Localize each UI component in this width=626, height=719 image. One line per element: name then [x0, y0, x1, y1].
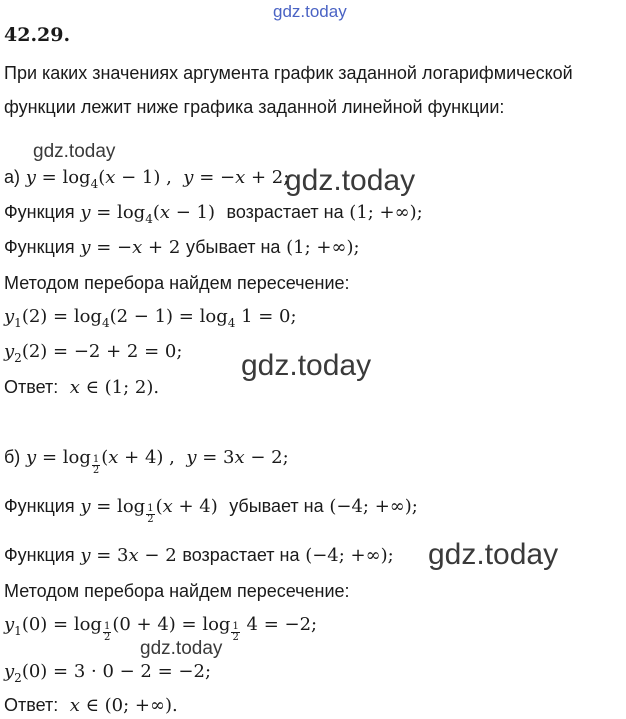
watermark: gdz.today — [241, 349, 372, 382]
part-a-answer: Ответ: x ∈ (1; 2). — [4, 377, 160, 398]
part-b-calc-2: $y_2(0) = 3 \cdot 0 - 2 = -2$; — [4, 661, 212, 685]
part-a-calc-2: $y_2(2) = -2 + 2 = 0$; — [4, 341, 183, 365]
watermark-top: gdz.today — [273, 2, 347, 21]
watermark: gdz.today — [140, 638, 223, 659]
part-a-monotonic-linear: Функция y = −x + 2 убывает на (1; +∞); — [4, 237, 360, 258]
question-line-1: При каких значениях аргумента график заданной логарифмической — [4, 63, 573, 83]
problem-number: 42.29. — [4, 24, 71, 46]
part-a-calc-1: $y_1(2) = \log_4(2 - 1) = \log_4 1 = 0$; — [4, 306, 297, 330]
watermark: gdz.today — [33, 141, 116, 162]
part-a-method: Методом перебора найдем пересечение: — [4, 273, 350, 293]
watermark: gdz.today — [285, 164, 416, 197]
part-b-monotonic-linear: Функция y = 3x − 2 возрастает на (−4; +∞); — [4, 545, 394, 566]
part-a-statement: а) $y = \log_4(x - 1)$ , y = −x + 2; — [4, 167, 290, 191]
part-b-method: Методом перебора найдем пересечение: — [4, 581, 350, 601]
part-b-monotonic-log: Функция y = log $\frac{1}{2}$ (x + 4) убывает на (−4; +∞); — [4, 496, 418, 525]
part-a-monotonic-log: Функция $y = \log_4(x - 1)$ возрастает на (1; +∞); — [4, 202, 423, 226]
part-b-calc-1: $y_1(0) = \log$ $\frac{1}{2}$ (0 + 4) = log $\frac{1}{2}$ 4 = −2; — [4, 614, 318, 643]
question-line-2: функции лежит ниже графика заданной линейной функции: — [4, 97, 505, 117]
part-b-statement: б) y = log $\frac{1}{2}$ (x + 4) , y = 3x − 2; — [4, 447, 289, 476]
watermark: gdz.today — [428, 538, 559, 571]
part-b-answer: Ответ: x ∈ (0; +∞). — [4, 695, 178, 716]
